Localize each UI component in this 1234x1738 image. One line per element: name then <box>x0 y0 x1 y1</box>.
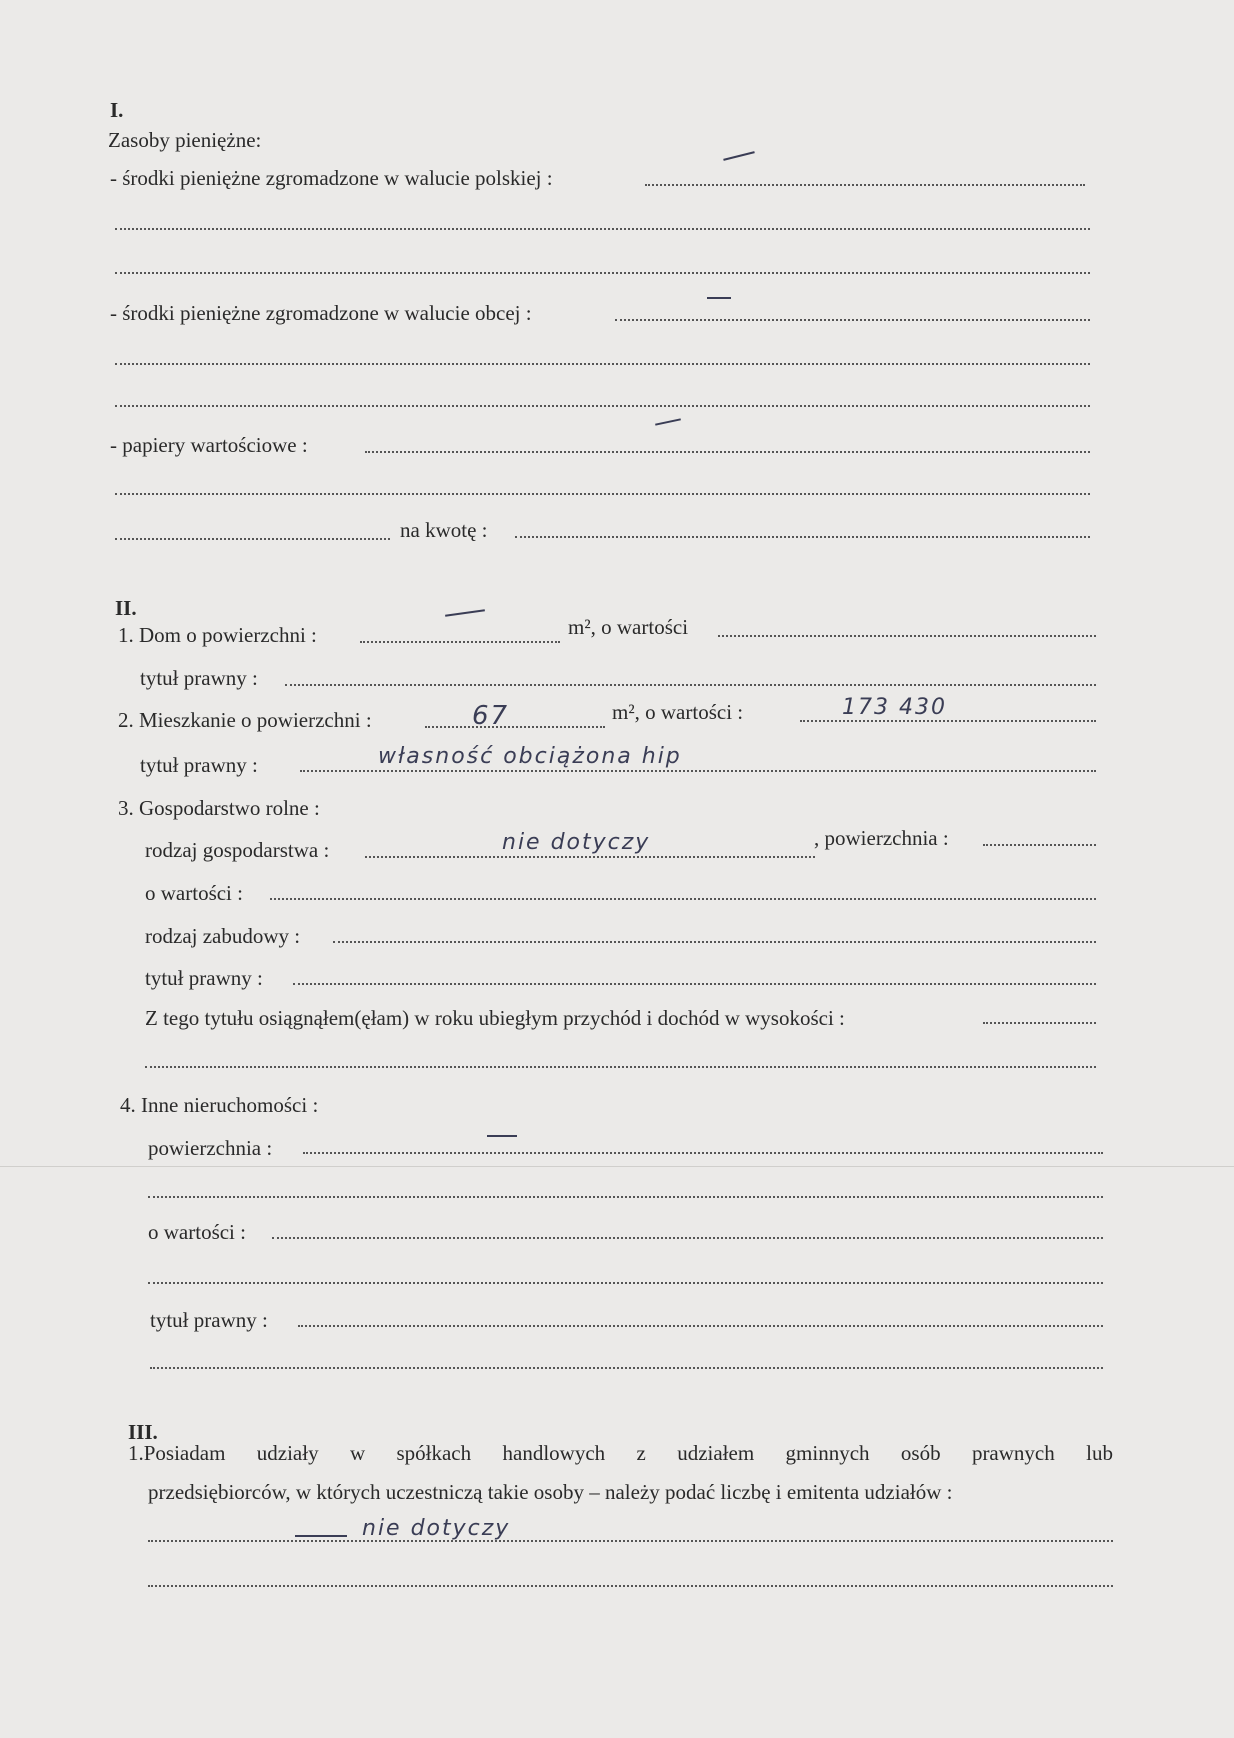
cash-foreign-line-2[interactable] <box>115 363 1090 365</box>
cash-pln-line-2[interactable] <box>115 228 1090 230</box>
other-area-line-2[interactable] <box>148 1196 1103 1198</box>
farm-income-line-2[interactable] <box>145 1066 1096 1068</box>
farm-area-field[interactable] <box>983 844 1096 846</box>
securities-dash-mark <box>655 418 681 425</box>
farm-title-field[interactable] <box>293 983 1096 985</box>
flat-title-field[interactable] <box>300 770 1096 772</box>
cash-foreign-dash-mark <box>707 297 731 299</box>
cash-foreign-line-3[interactable] <box>115 405 1090 407</box>
farm-buildings-label: rodzaj zabudowy : <box>145 924 301 948</box>
other-title-field[interactable] <box>298 1325 1103 1327</box>
shares-dash-mark <box>295 1535 347 1537</box>
flat-area-value: 67 <box>472 701 510 731</box>
other-title-line-2[interactable] <box>150 1367 1103 1369</box>
shares-answer-line-2[interactable] <box>148 1585 1113 1587</box>
section-3-heading: III. <box>128 1420 158 1444</box>
other-value-field[interactable] <box>272 1237 1103 1239</box>
other-label: 4. Inne nieruchomości : <box>120 1093 319 1117</box>
shares-question-word: z <box>636 1441 646 1465</box>
farm-value-label: o wartości : <box>145 881 243 905</box>
other-area-field[interactable] <box>303 1152 1103 1154</box>
farm-title-label: tytuł prawny : <box>145 966 263 990</box>
house-title-label: tytuł prawny : <box>140 666 258 690</box>
shares-question-word: osób <box>900 1441 941 1465</box>
shares-answer-field[interactable] <box>148 1540 1113 1542</box>
shares-question-word: udziałem <box>677 1441 755 1465</box>
other-value-label: o wartości : <box>148 1220 246 1244</box>
farm-area-label: , powierzchnia : <box>814 826 949 850</box>
shares-question-word: prawnych <box>971 1441 1055 1465</box>
securities-line-2[interactable] <box>115 493 1090 495</box>
shares-question-word: spółkach <box>396 1441 472 1465</box>
flat-label: 2. Mieszkanie o powierzchni : <box>118 708 372 732</box>
securities-line-3[interactable] <box>115 538 390 540</box>
shares-question-word: lub <box>1086 1441 1113 1465</box>
flat-title-label: tytuł prawny : <box>140 753 258 777</box>
other-area-dash-mark <box>487 1135 517 1137</box>
securities-field[interactable] <box>365 451 1090 453</box>
shares-question-word: w <box>349 1441 366 1465</box>
farm-label: 3. Gospodarstwo rolne : <box>118 796 320 820</box>
shares-question-line-1 <box>128 1443 1113 1464</box>
farm-type-value: nie dotyczy <box>502 830 651 855</box>
shares-question-word: gminnych <box>785 1441 870 1465</box>
other-title-label: tytuł prawny : <box>150 1308 268 1332</box>
other-area-label: powierzchnia : <box>148 1136 273 1160</box>
shares-question-line-2: przedsiębiorców, w których uczestniczą takie osoby – należy podać liczbę i emitenta udziałów : <box>148 1480 953 1504</box>
shares-answer-value: nie dotyczy <box>362 1516 511 1541</box>
amount-field[interactable] <box>515 536 1090 538</box>
farm-value-field[interactable] <box>270 898 1096 900</box>
farm-income-field[interactable] <box>983 1022 1096 1024</box>
house-label: 1. Dom o powierzchni : <box>118 623 317 647</box>
flat-value-label: m², o wartości : <box>612 700 744 724</box>
house-value-label: m², o wartości <box>568 615 689 639</box>
cash-pln-label: - środki pieniężne zgromadzone w walucie polskiej : <box>110 166 553 190</box>
house-dash-mark <box>445 609 485 617</box>
shares-question-word: 1.Posiadam <box>128 1441 226 1465</box>
cash-foreign-label: - środki pieniężne zgromadzone w walucie obcej : <box>110 301 532 325</box>
farm-buildings-field[interactable] <box>333 941 1096 943</box>
flat-value: 173 430 <box>842 695 947 720</box>
cash-pln-field[interactable] <box>645 184 1085 186</box>
farm-type-label: rodzaj gospodarstwa : <box>145 838 330 862</box>
shares-question-word: handlowych <box>502 1441 606 1465</box>
amount-label: na kwotę : <box>400 518 488 542</box>
section-1-heading: I. <box>110 98 124 122</box>
farm-type-field[interactable] <box>365 856 815 858</box>
cash-pln-line-3[interactable] <box>115 272 1090 274</box>
cash-foreign-field[interactable] <box>615 319 1090 321</box>
house-area-field[interactable] <box>360 641 560 643</box>
flat-area-field[interactable] <box>425 726 605 728</box>
house-value-field[interactable] <box>718 635 1096 637</box>
house-title-field[interactable] <box>285 684 1096 686</box>
cash-pln-dash-mark <box>723 151 755 161</box>
scan-fold-line <box>0 1166 1234 1167</box>
farm-income-label: Z tego tytułu osiągnąłem(ęłam) w roku ubiegłym przychód i dochód w wysokości : <box>145 1006 845 1030</box>
shares-question-word: udziały <box>256 1441 319 1465</box>
flat-title-value: własność obciążona hip <box>378 744 682 769</box>
securities-label: - papiery wartościowe : <box>110 433 308 457</box>
section-1-title: Zasoby pieniężne: <box>108 128 262 152</box>
other-value-line-2[interactable] <box>148 1282 1103 1284</box>
section-2-heading: II. <box>115 596 137 620</box>
flat-value-field[interactable] <box>800 720 1096 722</box>
